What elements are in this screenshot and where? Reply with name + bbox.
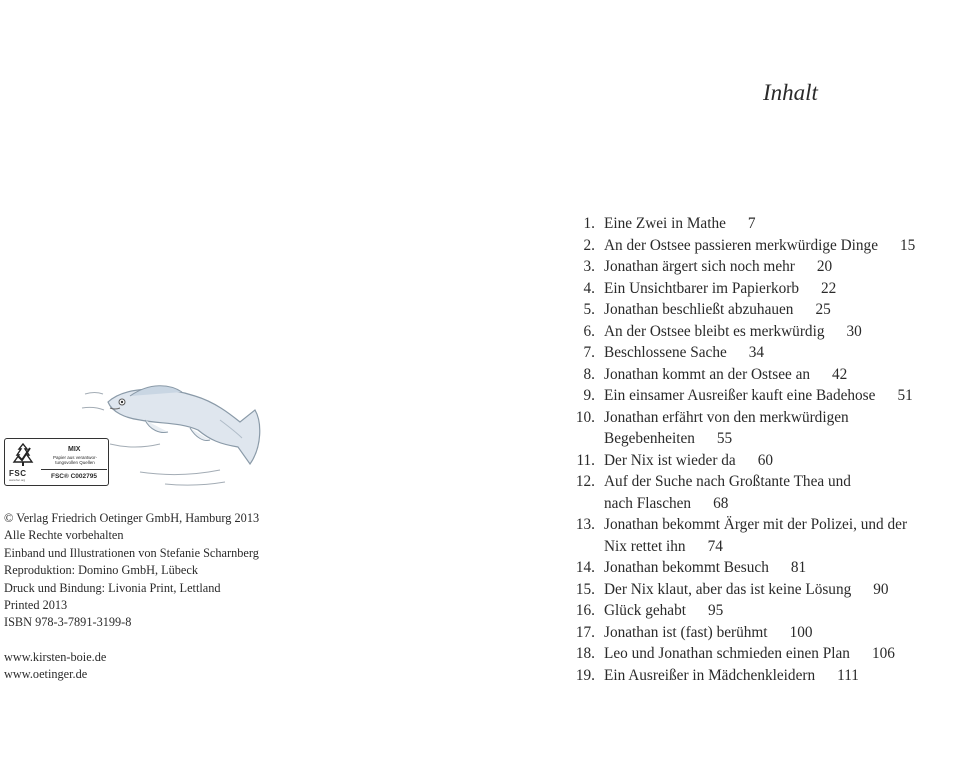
toc-entry-page: 100 (789, 623, 813, 641)
imprint (4, 510, 424, 632)
table-of-contents (566, 213, 961, 686)
toc-entry-number: 7. (583, 344, 595, 361)
right-page (480, 0, 961, 768)
toc-entry-page: 22 (820, 279, 837, 297)
toc-entry-number: 9. (583, 387, 595, 404)
toc-entry (566, 385, 961, 407)
toc-entry-title: Der Nix klaut, aber das ist keine Lösung (604, 580, 852, 598)
fsc-code: FSC® C002795 (51, 473, 97, 480)
toc-entry-title: nach Flaschen (604, 494, 692, 512)
toc-entry (566, 557, 961, 579)
toc-entry-number: 19. (575, 666, 595, 684)
toc-entry-title: Jonathan bekommt Besuch (604, 559, 769, 576)
toc-entry-title: Auf der Suche nach Großtante Thea und (604, 473, 851, 490)
toc-entry-title: Jonathan erfährt von den merkwürdigen (604, 408, 849, 426)
toc-entry-page: 90 (873, 580, 889, 598)
fsc-logo (4, 438, 109, 486)
toc-entry-title: Der Nix ist wieder da (604, 451, 736, 469)
toc-entry (566, 342, 961, 364)
fsc-paper-line: Papier aus verantwor- (52, 455, 98, 460)
toc-entry-page: 81 (790, 559, 807, 576)
toc-entry-page: 74 (707, 537, 723, 555)
toc-entry (566, 579, 961, 601)
toc-entry-number: 6. (583, 322, 595, 340)
toc-entry-title: Glück gehabt (604, 602, 686, 619)
toc-entry (566, 299, 961, 321)
toc-entry-page: 15 (900, 236, 916, 254)
toc-entry-number: 15. (575, 580, 595, 598)
toc-entry-number: 11. (576, 451, 595, 469)
imprint-line: Printed 2013 (4, 598, 68, 613)
toc-title: Inhalt (763, 80, 818, 105)
toc-entry (566, 364, 961, 386)
toc-entry-page: 20 (816, 258, 833, 275)
toc-entry (566, 256, 961, 278)
imprint-line: Alle Rechte vorbehalten (4, 528, 124, 543)
toc-entry-title: Jonathan beschließt abzuhauen (604, 301, 794, 318)
toc-entry-title: Jonathan kommt an der Ostsee an (604, 365, 811, 383)
toc-entry-page: 106 (871, 645, 895, 662)
toc-entry-title: An der Ostsee bleibt es merkwürdig (604, 322, 825, 340)
toc-entry-page: 95 (707, 602, 724, 619)
toc-entry-page: 68 (713, 494, 729, 512)
toc-entry-title: Ein einsamer Ausreißer kauft eine Badehose (604, 387, 876, 404)
toc-entry (566, 235, 961, 257)
left-page (0, 0, 480, 768)
toc-entry-number: 16. (575, 602, 595, 619)
fsc-divider (41, 469, 107, 470)
toc-entry-page: 51 (897, 387, 913, 404)
toc-entry (566, 600, 961, 622)
toc-entry-page: 25 (815, 301, 831, 318)
toc-entry-page: 34 (748, 344, 765, 361)
fsc-brand: FSC (9, 469, 27, 478)
imprint-line: © Verlag Friedrich Oetinger GmbH, Hamburg 2013 (4, 511, 260, 525)
website-link[interactable]: www.oetinger.de (4, 667, 88, 682)
toc-entry (566, 278, 961, 300)
toc-entry-number: 5. (583, 301, 595, 318)
toc-entry-page: 30 (846, 322, 862, 340)
toc-entry-page: 111 (837, 666, 859, 684)
toc-entry (566, 471, 961, 514)
toc-entry-title: Begebenheiten (604, 430, 695, 447)
toc-entry-title: Ein Ausreißer in Mädchenkleidern (604, 666, 816, 684)
tree-check-icon (10, 442, 36, 468)
toc-entry-number: 14. (575, 559, 595, 576)
toc-entry-title: Jonathan ist (fast) berühmt (604, 623, 768, 641)
imprint-line: Reproduktion: Domino GmbH, Lübeck (4, 563, 198, 578)
toc-entry-title: Nix rettet ihn (604, 537, 686, 555)
toc-entry-number: 4. (583, 279, 595, 297)
toc-entry (566, 643, 961, 665)
toc-entry-number: 10. (575, 408, 595, 426)
fsc-paper-line: tungsvollen Quellen (55, 460, 95, 465)
imprint-line: Druck und Bindung: Livonia Print, Lettland (4, 580, 221, 595)
toc-entry (566, 665, 961, 687)
toc-entry-number: 12. (575, 473, 595, 490)
toc-entry-number: 3. (583, 258, 595, 275)
toc-entry-page: 55 (716, 430, 733, 447)
toc-entry-page: 42 (832, 365, 848, 383)
toc-entry (566, 407, 961, 450)
fsc-paper-text (43, 455, 107, 465)
toc-entry (566, 213, 961, 235)
toc-entry-number: 2. (583, 236, 595, 254)
toc-entry-title: Jonathan ärgert sich noch mehr (604, 258, 795, 275)
toc-entry-title: Leo und Jonathan schmieden einen Plan (604, 645, 850, 662)
toc-entry-title: Ein Unsichtbarer im Papierkorb (604, 279, 799, 297)
imprint-line: Einband und Illustrationen von Stefanie Scharnberg (4, 545, 259, 560)
toc-entry-number: 8. (583, 365, 595, 383)
fsc-site: www.fsc.org (9, 478, 26, 482)
toc-entry-title: Jonathan bekommt Ärger mit der Polizei, und der (604, 516, 908, 533)
toc-entry-title: Beschlossene Sache (604, 344, 727, 361)
toc-entry-page: 60 (757, 451, 773, 469)
imprint-line: ISBN 978-3-7891-3199-8 (4, 615, 132, 630)
toc-entry (566, 622, 961, 644)
fsc-mix-label: MIX (68, 446, 81, 453)
toc-entry-number: 18. (575, 645, 595, 662)
toc-entry-number: 1. (583, 215, 595, 232)
toc-entry-number: 13. (575, 516, 595, 533)
toc-entry-title: An der Ostsee passieren merkwürdige Dinge (604, 236, 878, 254)
toc-entry (566, 321, 961, 343)
toc-entry-title: Eine Zwei in Mathe (604, 215, 726, 232)
website-link[interactable]: www.kirsten-boie.de (4, 650, 107, 664)
toc-entry-number: 17. (575, 623, 595, 641)
website-list (4, 649, 106, 684)
toc-entry (566, 450, 961, 472)
toc-entry (566, 514, 961, 557)
toc-entry-page: 7 (747, 215, 756, 232)
